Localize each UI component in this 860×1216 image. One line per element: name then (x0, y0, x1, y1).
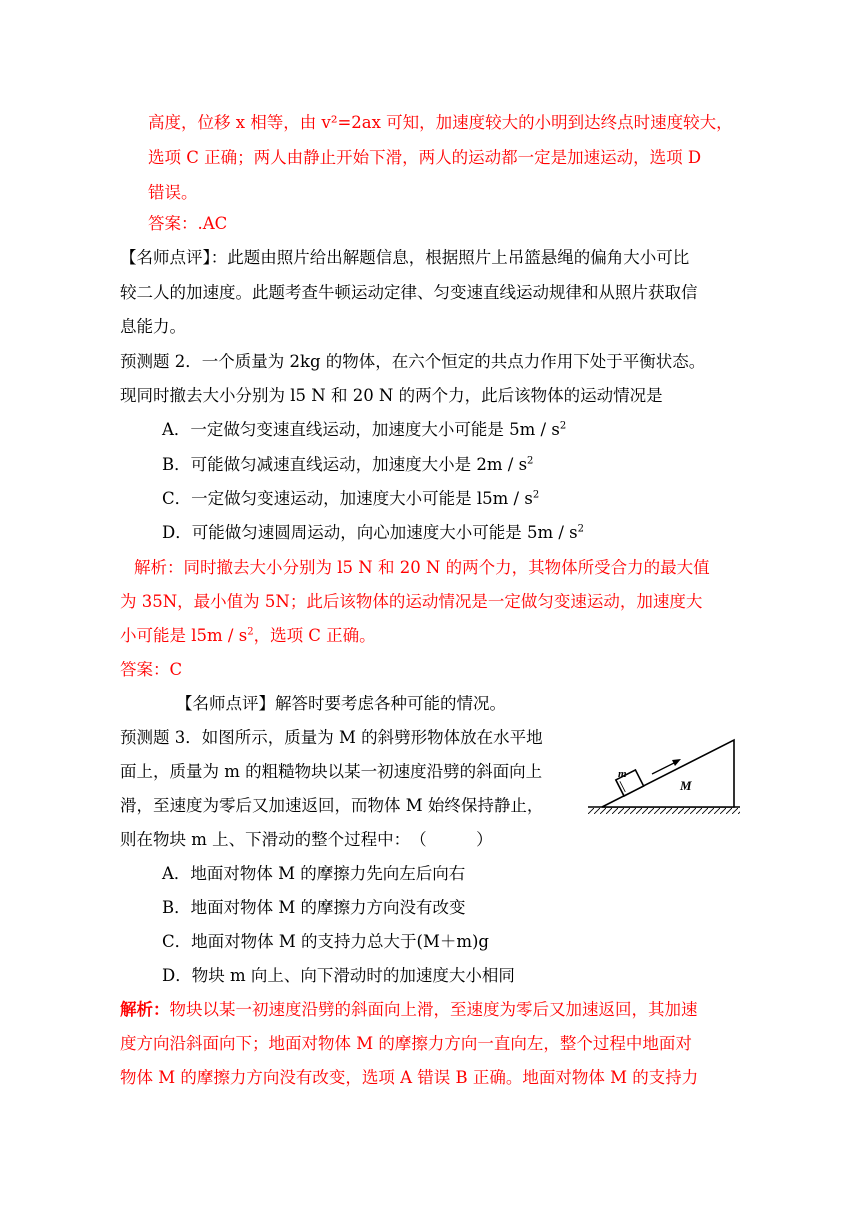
comment1-line-1: 【名师点评】：此题由照片给出解题信息，根据照片上吊篮悬绳的偏角大小可比 (120, 248, 690, 267)
wedge-block-figure (588, 736, 740, 818)
q3-line-4: 则在物块 m 上、下滑动的整个过程中： （ ） (120, 830, 493, 849)
q3-solution-line-3: 物体 M 的摩擦力方向没有改变，选项 A 错误 B 正确。地面对物体 M 的支持力 (120, 1068, 699, 1087)
label-M: M (680, 778, 692, 793)
q2-comment: 【名师点评】解答时要考虑各种可能的情况。 (176, 694, 506, 713)
prev-solution-line-3: 错误。 (148, 183, 198, 202)
prev-solution-line-2: 选项 C 正确；两人由静止开始下滑，两人的运动都一定是加速运动，选项 D (148, 148, 702, 167)
q2-solution-line-3: 小可能是 $l5m / s^2$，选项 C 正确。 (120, 626, 376, 645)
arrow-head (672, 759, 681, 766)
q3-line-1: 预测题 3．如图所示，质量为 M 的斜劈形物体放在水平地 (120, 728, 543, 747)
q3-option-b: B．地面对物体 M 的摩擦力方向没有改变 (162, 898, 466, 917)
prev-solution-line-1: 高度，位移 x 相等，由 v²=2ax 可知，加速度较大的小明到达终点时速度较大， (148, 113, 733, 132)
q2-line-1: 预测题 2．一个质量为 2kg 的物体，在六个恒定的共点力作用下处于平衡状态。 (120, 352, 706, 371)
q2-option-c: C．一定做匀变速运动，加速度大小可能是 $l5m / s^2$ (162, 489, 540, 508)
q3-option-c: C．地面对物体 M 的支持力总大于(M＋m)g (162, 932, 489, 951)
q2-line-2: 现同时撤去大小分别为 l5 N 和 20 N 的两个力，此后该物体的运动情况是 (120, 386, 663, 405)
comment1-line-3: 息能力。 (120, 317, 186, 336)
q3-solution-label: 解析： (120, 1000, 170, 1019)
q3-line-3: 滑，至速度为零后又加速返回，而物体 M 始终保持静止， (120, 796, 544, 815)
ground-hatch (588, 808, 740, 814)
q3-option-a: A．地面对物体 M 的摩擦力先向左后向右 (162, 864, 466, 883)
q2-option-b: B．可能做匀减速直线运动，加速度大小是 $2m / s^2$ (162, 455, 534, 474)
q3-line-2: 面上，质量为 m 的粗糙物块以某一初速度沿劈的斜面向上 (120, 762, 543, 781)
prev-answer: 答案：.AC (148, 214, 228, 233)
label-m: m (618, 768, 627, 780)
q3-solution-line-2: 度方向沿斜面向下；地面对物体 M 的摩擦力方向一直向左，整个过程中地面对 (120, 1034, 692, 1053)
comment1-line-2: 较二人的加速度。此题考查牛顿运动定律、匀变速直线运动规律和从照片获取信 (120, 283, 698, 302)
q3-option-d: D．物块 m 向上、向下滑动时的加速度大小相同 (162, 966, 515, 985)
q2-option-a: A．一定做匀变速直线运动，加速度大小可能是 $5m / s^2$ (162, 420, 567, 439)
q3-solution-line-1: 解析：物块以某一初速度沿劈的斜面向上滑，至速度为零后又加速返回，其加速 (120, 1000, 698, 1019)
q2-answer: 答案：C (120, 660, 183, 679)
q2-solution-line-1: 解析：同时撤去大小分别为 l5 N 和 20 N 的两个力，其物体所受合力的最大值 (134, 558, 710, 577)
q2-solution-line-2: 为 35N，最小值为 5N；此后该物体的运动情况是一定做匀变速运动，加速度大 (120, 592, 703, 611)
q2-option-d: D．可能做匀速圆周运动，向心加速度大小可能是 $5m / s^2$ (162, 523, 585, 542)
